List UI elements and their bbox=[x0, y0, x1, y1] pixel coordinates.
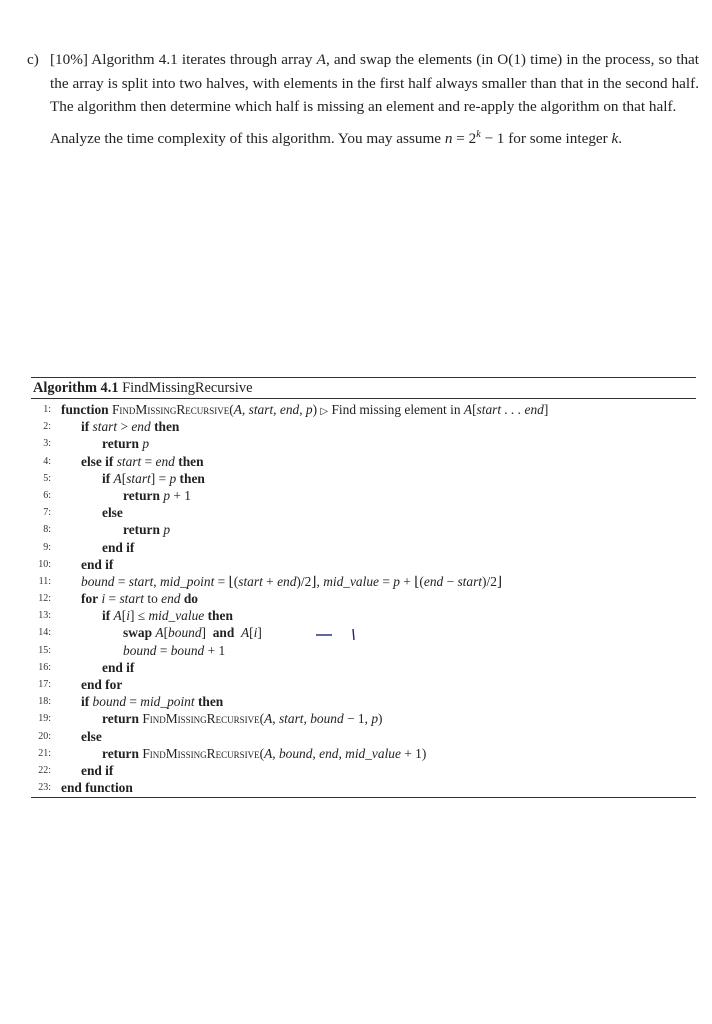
algorithm-title: FindMissingRecursive bbox=[122, 380, 253, 396]
algorithm-caption bbox=[31, 378, 696, 399]
code-text: else bbox=[102, 505, 123, 521]
line-number: 2: bbox=[43, 421, 51, 433]
line-number: 20: bbox=[38, 730, 51, 742]
line-number: 9: bbox=[43, 541, 51, 553]
code-line-22 bbox=[31, 762, 696, 779]
code-text: if start > end then bbox=[81, 419, 180, 435]
code-text: end if bbox=[102, 659, 135, 675]
code-line-8 bbox=[31, 521, 696, 538]
code-line-11 bbox=[31, 573, 696, 590]
algorithm-box bbox=[31, 377, 696, 798]
line-number: 4: bbox=[43, 455, 51, 467]
question-label: c) bbox=[27, 51, 39, 68]
code-text: return FindMissingRecursive(A, bound, end, mid_value + 1) bbox=[102, 745, 427, 761]
line-number: 5: bbox=[43, 472, 51, 484]
code-line-18 bbox=[31, 693, 696, 710]
code-text: bound = start, mid_point = ⌊(start + end)/2⌋, mid_value = p + ⌊(end − start)/2⌋ bbox=[81, 573, 503, 589]
code-line-2 bbox=[31, 418, 696, 435]
question-body bbox=[50, 48, 699, 150]
line-number: 6: bbox=[43, 489, 51, 501]
line-number: 1: bbox=[43, 404, 51, 415]
algorithm-number: Algorithm 4.1 bbox=[33, 380, 119, 396]
code-line-5 bbox=[31, 470, 696, 487]
code-line-19 bbox=[31, 710, 696, 727]
code-line-17 bbox=[31, 676, 696, 693]
code-line-15 bbox=[31, 642, 696, 659]
line-number: 18: bbox=[38, 696, 51, 708]
code-text: end function bbox=[61, 780, 133, 796]
code-text: return p + 1 bbox=[123, 487, 191, 503]
code-text: end if bbox=[81, 762, 114, 778]
code-text: for i = start to end do bbox=[81, 591, 198, 607]
line-number: 13: bbox=[38, 610, 51, 622]
code-text: bound = bound + 1 bbox=[123, 642, 226, 658]
code-text: if bound = mid_point then bbox=[81, 694, 224, 710]
code-line-16 bbox=[31, 659, 696, 676]
code-line-3 bbox=[31, 435, 696, 452]
line-number: 8: bbox=[43, 524, 51, 536]
code-text: return p bbox=[102, 436, 150, 452]
code-text: else if start = end then bbox=[81, 453, 204, 469]
code-text: else bbox=[81, 728, 102, 744]
code-line-23 bbox=[31, 779, 696, 796]
line-number: 7: bbox=[43, 507, 51, 519]
code-line-20 bbox=[31, 728, 696, 745]
code-line-13 bbox=[31, 607, 696, 624]
question-paragraph-1: [10%] Algorithm 4.1 iterates through array A, and swap the elements (in O(1) time) in the process, so that the array is split into two halves, with elements in the first half always smaller than that in the second half. The algorithm then determine which half is missing an element and re-apply the algorithm on that half. bbox=[50, 51, 700, 115]
code-line-10 bbox=[31, 556, 696, 573]
line-number: 23: bbox=[38, 782, 51, 794]
code-line-9 bbox=[31, 539, 696, 556]
code-line-6 bbox=[31, 487, 696, 504]
code-text: function FindMissingRecursive(A, start, end, p) ▷ Find missing element in A[start . . . end] bbox=[61, 402, 549, 417]
line-number: 14: bbox=[38, 627, 51, 639]
line-number: 11: bbox=[38, 575, 51, 587]
code-text: end for bbox=[81, 677, 123, 692]
code-text: return p bbox=[123, 522, 171, 538]
code-line-14 bbox=[31, 624, 696, 641]
code-text: swap A[bound] and A[i] bbox=[123, 625, 262, 641]
code-text: if A[start] = p then bbox=[102, 470, 205, 486]
code-line-21 bbox=[31, 745, 696, 762]
code-line-1 bbox=[31, 401, 696, 418]
code-line-7 bbox=[31, 504, 696, 521]
algorithm-body bbox=[31, 399, 696, 797]
code-text: return FindMissingRecursive(A, start, bound − 1, p) bbox=[102, 711, 383, 727]
line-number: 22: bbox=[38, 764, 51, 776]
code-line-4 bbox=[31, 453, 696, 470]
line-number: 10: bbox=[38, 558, 51, 570]
line-number: 19: bbox=[38, 713, 51, 725]
line-number: 17: bbox=[38, 679, 51, 690]
line-number: 21: bbox=[38, 747, 51, 759]
line-number: 12: bbox=[38, 593, 51, 605]
line-number: 3: bbox=[43, 438, 51, 450]
question-c bbox=[27, 48, 699, 150]
code-line-12 bbox=[31, 590, 696, 607]
line-number: 15: bbox=[38, 644, 51, 656]
question-paragraph-2: Analyze the time complexity of this algorithm. You may assume $n = 2^k - 1$ for some integer k. bbox=[50, 128, 623, 147]
handwritten-pen-mark bbox=[315, 628, 355, 642]
line-number: 16: bbox=[38, 661, 51, 673]
code-text: end if bbox=[81, 556, 114, 572]
code-text: if A[i] ≤ mid_value then bbox=[102, 608, 233, 624]
code-text: end if bbox=[102, 539, 135, 555]
